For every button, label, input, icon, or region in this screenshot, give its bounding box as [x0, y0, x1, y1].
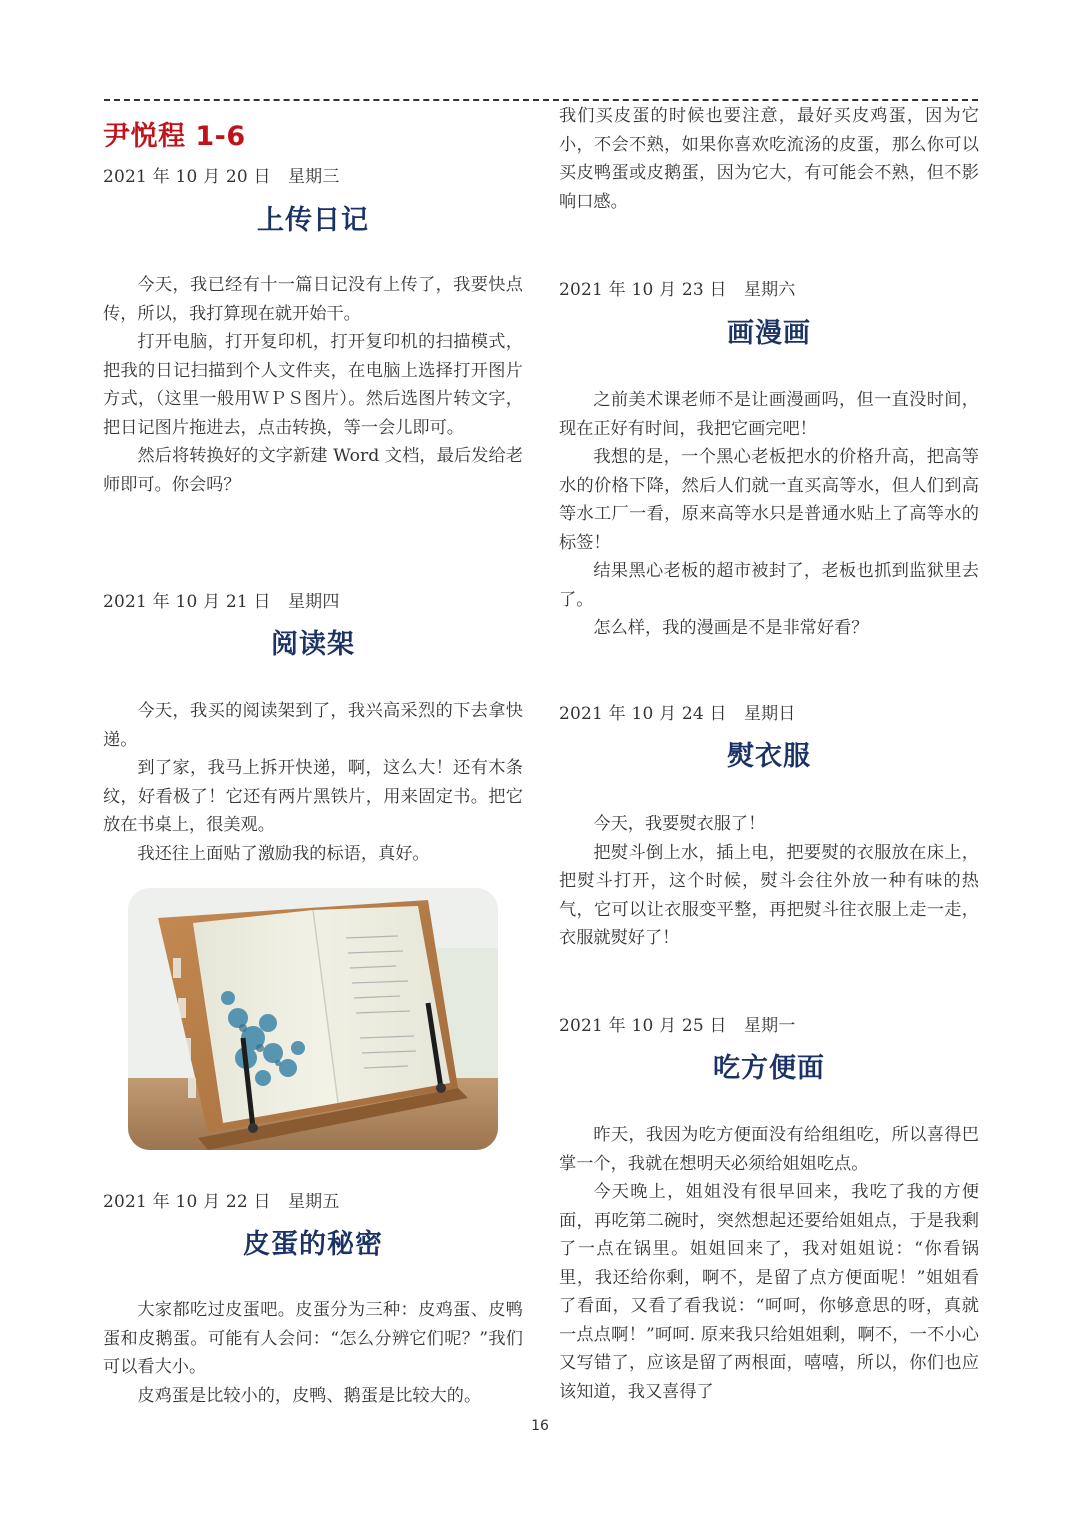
paragraph: 怎么样，我的漫画是不是非常好看？	[593, 618, 869, 638]
entry-title: 阅读架	[271, 629, 355, 660]
entry-title: 吃方便面	[713, 1053, 825, 1084]
entry-date: 2021 年 10 月 23 日 星期六	[559, 280, 796, 300]
paragraph: 昨天，我因为吃方便面没有给组组吃，所以喜得巴掌一个，我就在想明天必须给姐姐吃点。	[559, 1125, 979, 1174]
entry-title: 上传日记	[257, 205, 369, 236]
paragraph: 今天，我要熨衣服了！	[593, 814, 766, 834]
entry-date: 2021 年 10 月 20 日 星期三	[103, 167, 340, 187]
entry-body	[103, 697, 523, 868]
paragraph: 之前美术课老师不是让画漫画吗，但一直没时间，现在正好有时间，我把它画完吧！	[559, 390, 979, 439]
paragraph: 今天，我买的阅读架到了，我兴高采烈的下去拿快递。	[103, 701, 523, 750]
header-rule	[104, 99, 978, 101]
entry-title: 皮蛋的秘密	[243, 1229, 383, 1260]
author-title: 尹悦程 1-6	[103, 121, 246, 152]
entry-body	[559, 386, 979, 643]
entry-date: 2021 年 10 月 21 日 星期四	[103, 592, 340, 612]
paragraph: 到了家，我马上拆开快递，啊，这么大！还有木条纹，好看极了！它还有两片黑铁片，用来固定书。把它放在书桌上，很美观。	[103, 758, 523, 835]
entry-title: 画漫画	[727, 318, 811, 349]
entry-body	[559, 1121, 979, 1406]
entry-date: 2021 年 10 月 25 日 星期一	[559, 1016, 796, 1036]
entry-date: 2021 年 10 月 24 日 星期日	[559, 704, 796, 724]
paragraph: 我们买皮蛋的时候也要注意，最好买皮鸡蛋，因为它小，不会不熟，如果你喜欢吃流汤的皮蛋，那么你可以买皮鸭蛋或皮鹅蛋，因为它大，有可能会不熟，但不影响口感。	[559, 106, 979, 212]
reading-stand-photo	[128, 888, 498, 1150]
entry-century-egg-continued	[559, 102, 979, 216]
paragraph: 我想的是，一个黑心老板把水的价格升高，把高等水的价格下降，然后人们就一直买高等水，但人们到高等水工厂一看，原来高等水只是普通水贴上了高等水的标签！	[559, 447, 979, 553]
paragraph: 我还往上面贴了激励我的标语，真好。	[137, 843, 430, 864]
paragraph: 皮鸡蛋是比较小的，皮鸭、鹅蛋是比较大的。	[137, 1385, 482, 1406]
page-number: 16	[531, 1418, 549, 1434]
entry-body	[103, 271, 523, 499]
paragraph: 结果黑心老板的超市被封了，老板也抓到监狱里去了。	[559, 561, 979, 610]
paragraph: 今天晚上，姐姐没有很早回来，我吃了我的方便面，再吃第二碗时，突然想起还要给姐姐点，于是我剩了一点在锅里。姐姐回来了，我对姐姐说：“你看锅里，我还给你剩，啊不，是留了点方便面呢！”姐姐看了看面，又看了看我说：“呵呵，你够意思的呀，真就一点点啊！”呵呵. 原来我只给姐姐剩，啊不，一不小心又写错了，应该是留了两根面，嘻嘻，所以，你们也应该知道，我又喜得了	[559, 1182, 979, 1402]
entry-date: 2021 年 10 月 22 日 星期五	[103, 1192, 340, 1212]
paragraph: 打开电脑，打开复印机，打开复印机的扫描模式，把我的日记扫描到个人文件夹，在电脑上选择打开图片方式，（这里一般用ＷＰＳ图片）。然后选图片转文字，把日记图片拖进去，点击转换，等一会儿即可。	[103, 332, 523, 438]
paragraph: 把熨斗倒上水，插上电，把要熨的衣服放在床上，把熨斗打开，这个时候，熨斗会往外放一种有味的热气，它可以让衣服变平整，再把熨斗往衣服上走一走，衣服就熨好了！	[559, 842, 979, 948]
entry-body	[103, 1296, 523, 1410]
paragraph: 大家都吃过皮蛋吧。皮蛋分为三种：皮鸡蛋、皮鸭蛋和皮鹅蛋。可能有人会问：“怎么分辨它们呢？”我们可以看大小。	[103, 1300, 523, 1377]
paragraph: 然后将转换好的文字新建 Word 文档，最后发给老师即可。你会吗？	[103, 446, 523, 495]
entry-title: 熨衣服	[727, 741, 811, 772]
entry-body	[559, 810, 979, 953]
paragraph: 今天，我已经有十一篇日记没有上传了，我要快点传，所以，我打算现在就开始干。	[103, 275, 523, 324]
